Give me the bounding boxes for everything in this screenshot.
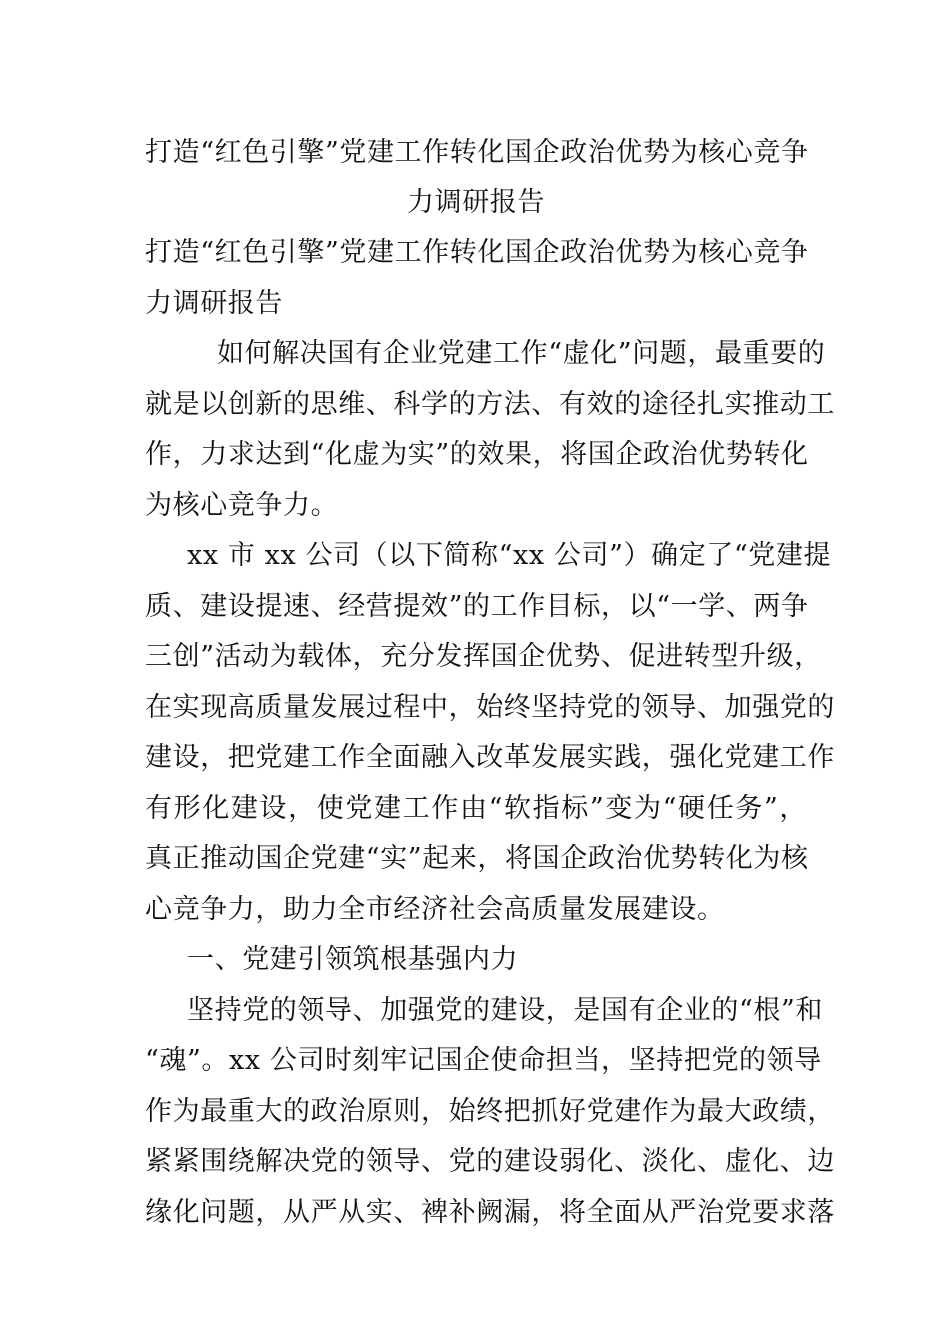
paragraph-line: 真正推动国企党建“实”起来，将国企政治优势转化为核 — [145, 843, 809, 874]
paragraph-line: 坚持党的领导、加强党的建设，是国有企业的“根”和 — [187, 994, 824, 1026]
paragraph-line: 在实现高质量发展过程中，始终坚持党的领导、加强党的 — [145, 691, 835, 723]
paragraph-line: 紧紧围绕解决党的领导、党的建设弱化、淡化、虚化、边 — [145, 1146, 835, 1177]
paragraph-line: 作为最重大的政治原则，始终把抓好党建作为最大政绩， — [145, 1095, 835, 1127]
title-line: 力调研报告 — [407, 187, 545, 218]
paragraph-line: xx 市 xx 公司（以下简称“xx 公司”）确定了“党建提 — [187, 540, 832, 571]
paragraph-line: 如何解决国有企业党建工作“虚化”问题，最重要的 — [217, 338, 826, 369]
paragraph-line: 作，力求达到“化虚为实”的效果，将国企政治优势转化 — [145, 439, 809, 470]
document-title — [145, 128, 807, 228]
title-line: 打造“红色引擎”党建工作转化国企政治优势为核心竞争 — [145, 137, 809, 168]
paragraph-line: “魂”。xx 公司时刻牢记国企使命担当，坚持把党的领导 — [145, 1045, 822, 1076]
paragraph-line: 质、建设提速、经营提效”的工作目标，以“一学、两争 — [145, 590, 809, 622]
paragraph-line: 建设，把党建工作全面融入改革发展实践，强化党建工作 — [145, 742, 835, 773]
paragraph-line: 三创”活动为载体，充分发挥国企优势、促进转型升级， — [145, 641, 822, 672]
paragraph-line: 为核心竞争力。 — [145, 489, 339, 521]
subtitle-line: 打造“红色引擎”党建工作转化国企政治优势为核心竞争 — [145, 237, 809, 268]
document-body — [145, 228, 835, 1238]
section-heading: 一、党建引领筑根基强内力 — [187, 944, 519, 975]
paragraph-line: 缘化问题，从严从实、裨补阙漏，将全面从严治党要求落 — [145, 1196, 835, 1228]
paragraph-line: 就是以创新的思维、科学的方法、有效的途径扎实推动工 — [145, 388, 835, 420]
subtitle-line: 力调研报告 — [145, 287, 283, 319]
paragraph-line: 心竞争力，助力全市经济社会高质量发展建设。 — [145, 893, 725, 925]
paragraph-line: 有形化建设，使党建工作由“软指标”变为“硬任务”， — [145, 792, 807, 824]
